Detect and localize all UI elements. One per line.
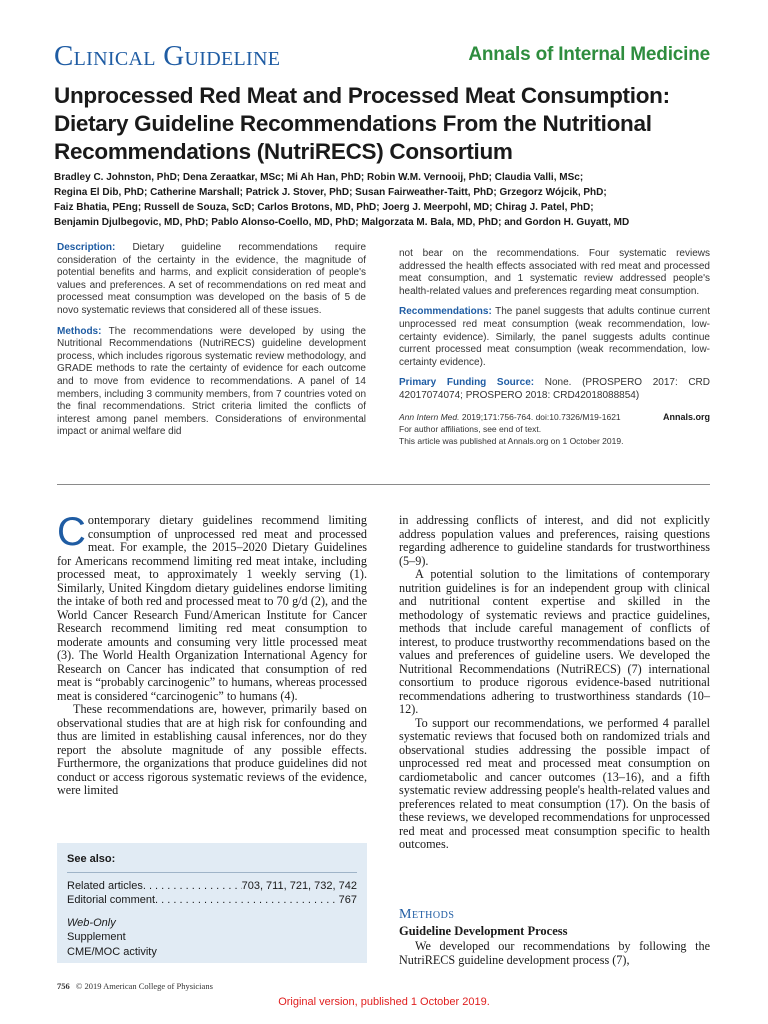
intro-paragraph-2: These recommendations are, however, primarily based on observational studies that are at high risk for confounding and thus are limited in establishing causal inferences, nor do they report the absolute magnitude of any possible effects. Furthermore, the organizations that produce guidelines did not conduct or access rigorous systematic reviews of the evidence, were limited <box>57 702 367 797</box>
abstract-left-column <box>57 242 366 447</box>
section-divider <box>57 484 710 485</box>
drop-cap: C <box>57 510 86 554</box>
abstract-recommendations <box>399 306 710 369</box>
cme-activity-link[interactable]: CME/MOC activity <box>67 945 157 958</box>
citation-journal: Ann Intern Med. <box>399 411 460 422</box>
citation-row <box>399 411 710 423</box>
page-number: 756 <box>57 981 70 991</box>
leader-dots <box>155 893 339 908</box>
see-also-box <box>57 843 367 963</box>
original-version-note: Original version, published 1 October 2019. <box>278 996 490 1008</box>
annals-link[interactable]: Annals.org <box>662 411 710 422</box>
editorial-comment-label: Editorial comment <box>67 894 156 906</box>
abstract-methods-text: The recommendations were developed by using the Nutritional Recommendations (NutriRECS) guideline development process, which includes rigorous systematic review methodology, and GRADE methods to rate the certainty of evidence for each outcome and to move from evidence to recommendations. A panel of 14 members, including 3 community members, from 7 countries voted on the final recommendations. Strict criteria limited the conflicts of interest among panel members. Considerations of environmental impact or animal welfare did <box>57 325 367 438</box>
abstract-description-text: Dietary guideline recommendations require consideration of the certainty in the evidence, the magnitude of potential benefits and harms, and explicit consideration of people's values and preferences. A set of recommendations on red meat and processed meat consumption was developed on the basis of 5 de novo systematic reviews that considered all of these issues. <box>57 242 367 316</box>
citation-details: 2019;171:756-764. doi:10.7326/M19-1621 <box>459 411 621 422</box>
abstract-methods <box>57 326 366 439</box>
abstract-label-funding: Primary Funding Source: <box>399 377 535 389</box>
author-line: Faiz Bhatia, PEng; Russell de Souza, ScD; Carlos Brotons, MD, PhD; Joerg J. Meerpohl, MD; Chirag J. Patel, PhD; <box>54 202 594 213</box>
editorial-comment-row[interactable] <box>67 893 357 908</box>
body-right-column <box>399 514 710 852</box>
abstract-recommendations-text: The panel suggests that adults continue current unprocessed red meat consumption (weak recommendation, low-certainty evidence). Similarly, the panel suggests adults continue current processed meat consumption (weak recommendation, low-certainty evidence). <box>399 306 710 368</box>
abstract-right-column <box>399 248 710 447</box>
published-note: This article was published at Annals.org on 1 October 2019. <box>399 435 624 446</box>
author-line: Regina El Dib, PhD; Catherine Marshall; Patrick J. Stover, PhD; Susan Fairweather-Taitt, PhD; Grzegorz Wójcik, PhD; <box>54 187 607 198</box>
author-line: Benjamin Djulbegovic, MD, PhD; Pablo Alonso-Coello, MD, PhD; Malgorzata M. Bala, MD, PhD; and Gordon H. Guyatt, MD <box>54 217 630 228</box>
intro-paragraph-4: A potential solution to the limitations of contemporary nutrition guidelines is for an independent group with clinical and nutritional content expertise and skilled in the methodology of systematic reviews and practice guidelines, methods that include careful management of conflicts of interest, to produce trustworthy recommendations based on the values and preferences of guideline users. We developed the Nutritional Recommendations (NutriRECS) (7) international consortium to produce rigorous evidence-based nutritional recommendations adhering to trustworthiness standards (10–12). <box>399 567 710 716</box>
citation <box>399 411 621 424</box>
copyright: © 2019 American College of Physicians <box>75 981 213 991</box>
body-left-column <box>57 510 367 798</box>
abstract-label-description: Description: <box>57 242 116 253</box>
abstract-description <box>57 242 366 318</box>
section-label: Clinical Guideline <box>54 40 281 72</box>
article-title: Unprocessed Red Meat and Processed Meat Consumption: Dietary Guideline Recommendations From the Nutritional Recommendations (NutriRECS) Consortium <box>54 83 670 164</box>
methods-paragraph-1: We developed our recommendations by following the NutriRECS guideline development process (7), <box>399 939 710 967</box>
methods-heading: Methods <box>399 907 455 922</box>
intro-paragraph-1-text: ontemporary dietary guidelines recommend limiting consumption of unprocessed red meat and processed meat. For example, the 2015–2020 Dietary Guidelines for Americans recommend limiting red meat intake, including processed meat, to approximately 1 weekly serving (1). Similarly, United Kingdom dietary guidelines endorse limiting the intake of both red and processed meat to 70 g/d (2), and the World Cancer Research Fund/American Institute for Cancer Research recommend limiting red meat consumption to moderate amounts and consuming very little processed meat (3). The World Health Organization International Agency for Research on Cancer has indicated that consumption of red meat is “probably carcinogenic” to humans, whereas processed meat is considered “carcinogenic” to humans (4). <box>57 513 367 703</box>
see-also-title: See also: <box>67 853 116 865</box>
related-articles-row[interactable] <box>67 879 357 894</box>
leader-dots <box>143 879 242 894</box>
journal-name[interactable]: Annals of Internal Medicine <box>468 44 710 65</box>
spacer <box>67 908 357 916</box>
supplement-link[interactable]: Supplement <box>67 931 126 943</box>
author-line: Bradley C. Johnston, PhD; Dena Zeraatkar, MSc; Mi Ah Han, PhD; Robin W.M. Vernooij, PhD; Claudia Valli, MSc; <box>54 172 584 183</box>
intro-paragraph-5: To support our recommendations, we performed 4 parallel systematic reviews that focused both on randomized trials and observational studies addressing the possible impact of unprocessed red meat and processed meat consumption on cardiometabolic and cancer outcomes (13–16), and a fifth systematic review addressing people's health-related values and preferences related to meat consumption (17). On the basis of these reviews, we developed recommendations for unprocessed red meat and processed meat consumption specific to health outcomes. <box>399 715 710 851</box>
related-articles-pages[interactable]: 703, 711, 721, 732, 742 <box>241 879 357 892</box>
abstract-label-methods: Methods: <box>57 325 102 337</box>
guideline-process-subheading: Guideline Development Process <box>399 924 568 938</box>
abstract-funding <box>399 377 710 402</box>
intro-paragraph-3: in addressing conflicts of interest, and did not explicitly address population values and preferences, raising questions regarding adherence to guideline standards for trustworthiness (5–9). <box>399 513 710 568</box>
abstract-methods-continued: not bear on the recommendations. Four systematic reviews addressed the health effects associated with red meat and processed meat consumption, and 1 systematic review addressed people's health-related values and preferences regarding meat consumption. <box>399 248 710 297</box>
editorial-comment-page[interactable]: 767 <box>338 894 357 906</box>
affiliations-note: For author affiliations, see end of text. <box>399 423 542 434</box>
web-only-label: Web-Only <box>67 916 116 929</box>
abstract-funding-text: None. (PROSPERO 2017: CRD 42017074074; PROSPERO 2018: CRD42018088854) <box>399 377 711 401</box>
related-articles-label: Related articles <box>67 879 143 892</box>
see-also-divider <box>67 872 357 873</box>
author-list <box>54 170 714 230</box>
methods-body <box>399 940 710 967</box>
abstract-label-recommendations: Recommendations: <box>399 306 492 318</box>
intro-paragraph-1 <box>57 510 367 703</box>
page-footer <box>57 981 213 991</box>
